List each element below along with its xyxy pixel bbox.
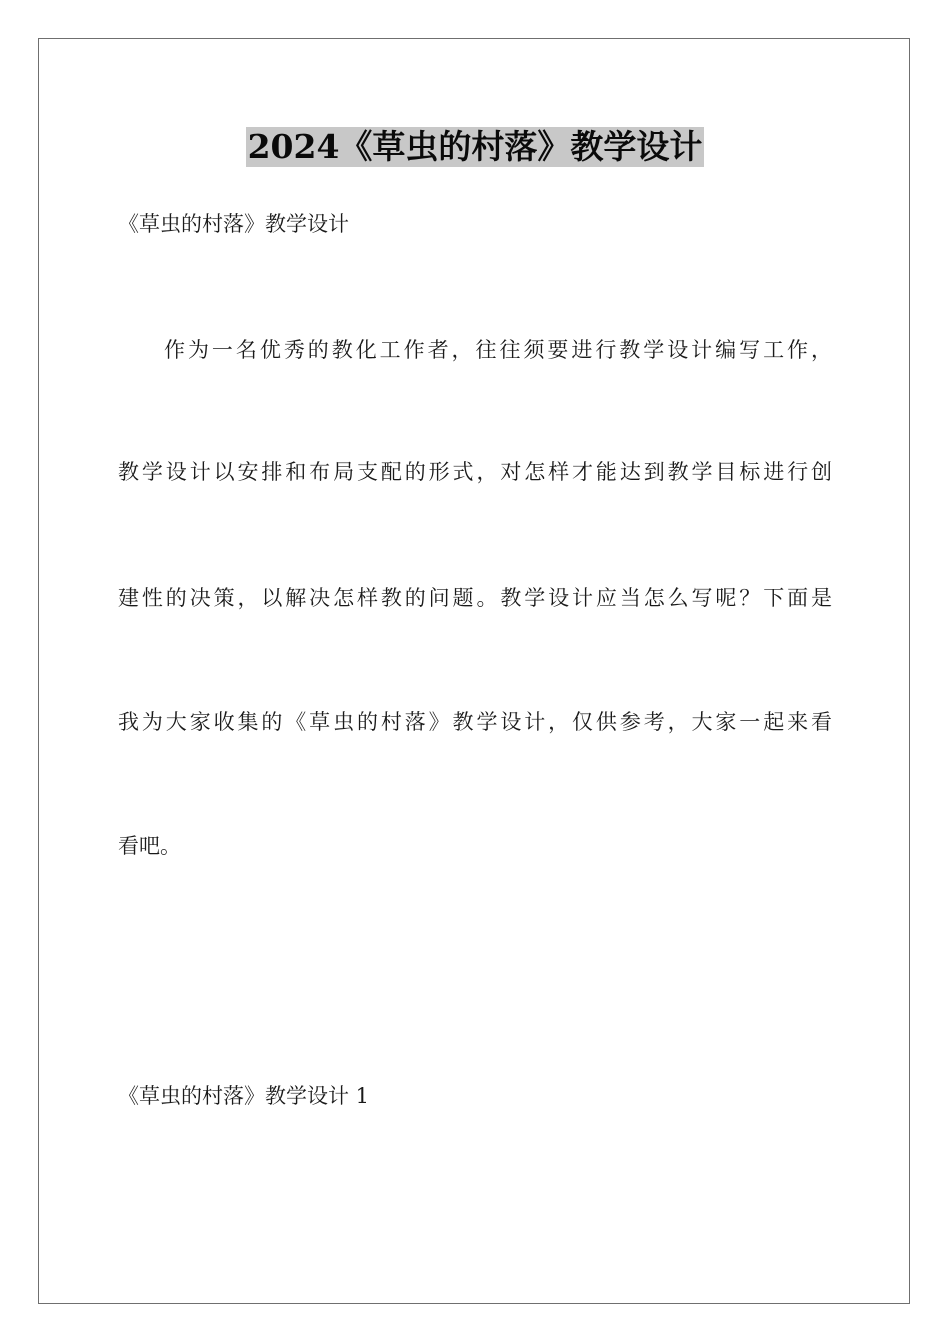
paragraph-line-4: 我为大家收集的《草虫的村落》教学设计，仅供参考，大家一起来看 bbox=[118, 710, 832, 734]
paragraph-line-3: 建性的决策，以解决怎样教的问题。教学设计应当怎么写呢？下面是 bbox=[118, 586, 832, 610]
document-subtitle: 《草虫的村落》教学设计 bbox=[118, 212, 349, 236]
paragraph-line-5: 看吧。 bbox=[118, 834, 181, 858]
paragraph-line-2: 教学设计以安排和布局支配的形式，对怎样才能达到教学目标进行创 bbox=[118, 460, 832, 484]
section-heading: 《草虫的村落》教学设计 1 bbox=[118, 1084, 370, 1108]
document-title-text: 2024《草虫的村落》教学设计 bbox=[247, 127, 703, 166]
paragraph-line-1: 作为一名优秀的教化工作者，往往须要进行教学设计编写工作， bbox=[164, 338, 832, 362]
document-title bbox=[0, 127, 950, 167]
